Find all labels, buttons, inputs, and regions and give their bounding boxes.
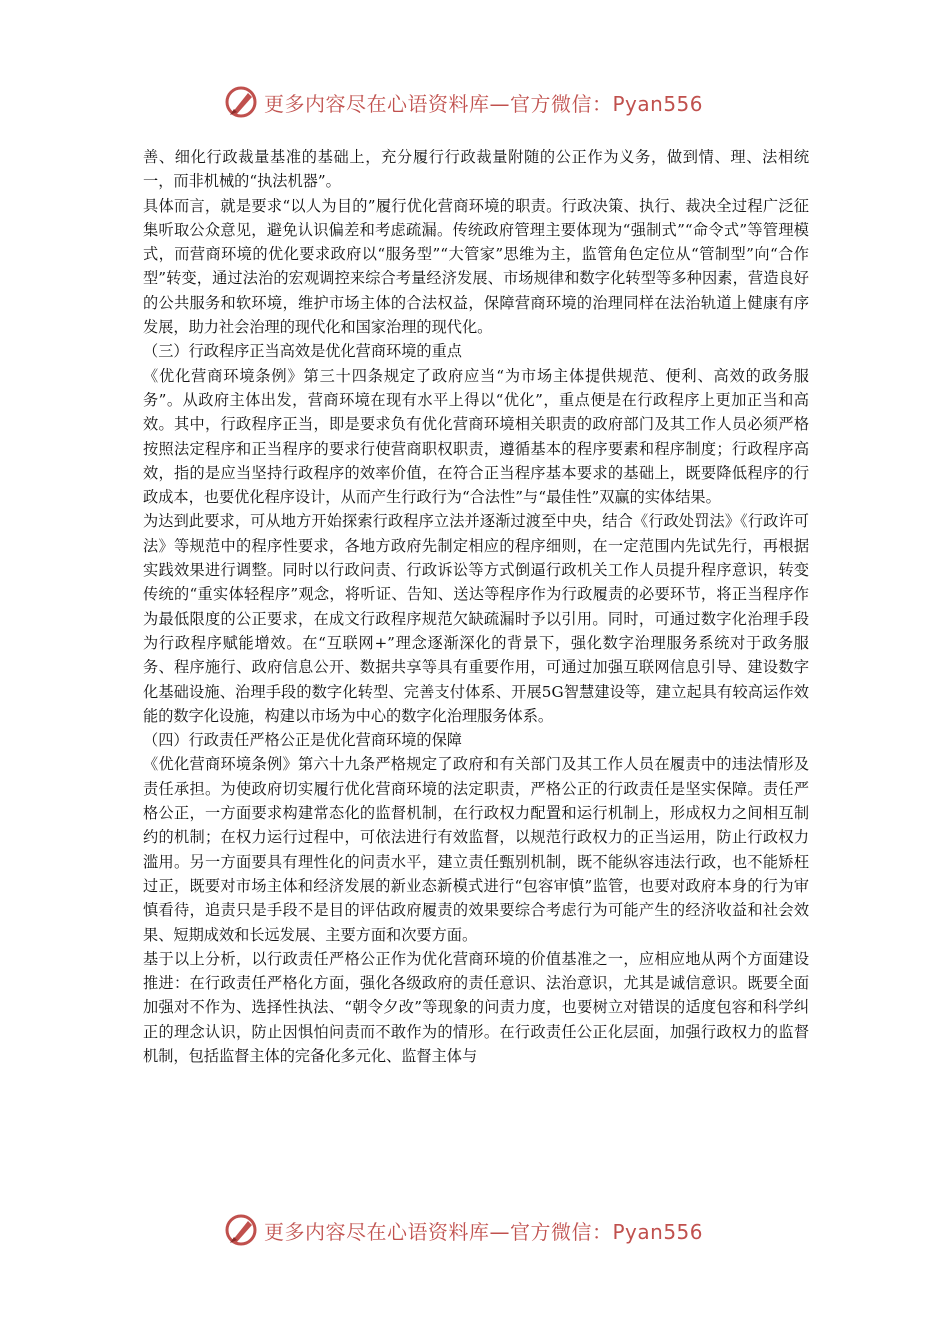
paragraph: 为达到此要求，可从地方开始探索行政程序立法并逐渐过渡至中央，结合《行政处罚法》《行政许可法》等规范中的程序性要求，各地方政府先制定相应的程序细则，在一定范围内先试先行，再根据实践效果进行调整。同时以行政问责、行政诉讼等方式倒逼行政机关工作人员提升程序意识，转变传统的“重实体轻程序”观念，将听证、告知、送达等程序作为行政履责的必要环节，将正当程序作为最低限度的公正要求，在成文行政程序规范欠缺疏漏时予以引用。同时，可通过数字化治理手段为行政程序赋能增效。在“互联网+”理念逐渐深化的背景下，强化数字治理服务系统对于政务服务、程序施行、政府信息公开、数据共享等具有重要作用，可通过加强互联网信息引导、建设数字化基础设施、治理手段的数字化转型、完善支付体系、开展5G智慧建设等，建立起具有较高运作效能的数字化设施，构建以市场为中心的数字化治理服务体系。	[143, 512, 809, 725]
paragraph: 《优化营商环境条例》第六十九条严格规定了政府和有关部门及其工作人员在履责中的违法情形及责任承担。为使政府切实履行优化营商环境的法定职责，严格公正的行政责任是坚实保障。责任严格公正，一方面要求构建常态化的监督机制，在行政权力配置和运行机制上，形成权力之间相互制约的机制；在权力运行过程中，可依法进行有效监督，以规范行政权力的正当运用，防止行政权力滥用。另一方面要具有理性化的问责水平，建立责任甄别机制，既不能纵容违法行政，也不能矫枉过正，既要对市场主体和经济发展的新业态新模式进行“包容审慎”监管，也要对政府本身的行为审慎看待，追责只是手段不是目的评估政府履责的效果要综合考虑行为可能产生的经济收益和社会效果、短期成效和长远发展、主要方面和次要方面。	[143, 755, 809, 944]
header-banner	[224, 82, 744, 122]
paragraph: 基于以上分析，以行政责任严格公正作为优化营商环境的价值基准之一，应相应地从两个方面建设推进：在行政责任严格化方面，强化各级政府的责任意识、法治意识，尤其是诚信意识。既要全面加强对不作为、选择性执法、“朝令夕改”等现象的问责力度，也要树立对错误的适度包容和科学纠正的理念认识，防止因惧怕问责而不敢作为的情形。在行政责任公正化层面，加强行政权力的监督机制，包括监督主体的完备化多元化、监督主体与	[143, 949, 809, 1065]
header-banner-text: 更多内容尽在心语资料库—官方微信：Pyan556	[264, 91, 704, 116]
section-heading: （三）行政程序正当高效是优化营商环境的重点	[143, 342, 462, 361]
footer-banner-text: 更多内容尽在心语资料库—官方微信：Pyan556	[264, 1219, 704, 1244]
document-body	[143, 145, 809, 1068]
paragraph: 具体而言，就是要求“以人为目的”履行优化营商环境的职责。行政决策、执行、裁决全过程广泛征集听取公众意见，避免认识偏差和考虑疏漏。传统政府管理主要体现为“强制式”“命令式”等管理模式，而营商环境的优化要求政府以“服务型”“大管家”思维为主，监管角色定位从“管制型”向“合作型”转变，通过法治的宏观调控来综合考量经济发展、市场规律和数字化转型等多种因素，营造良好的公共服务和软环境，维护市场主体的合法权益，保障营商环境的治理同样在法治轨道上健康有序发展，助力社会治理的现代化和国家治理的现代化。	[143, 196, 809, 337]
pen-nib-logo-icon	[224, 1213, 258, 1247]
paragraph: 善、细化行政裁量基准的基础上，充分履行行政裁量附随的公正作为义务，做到情、理、法相统一，而非机械的“执法机器”。	[143, 148, 809, 191]
footer-banner	[224, 1210, 744, 1250]
paragraph: 《优化营商环境条例》第三十四条规定了政府应当“为市场主体提供规范、便利、高效的政务服务”。从政府主体出发，营商环境在现有水平上得以“优化”，重点便是在行政程序上更加正当和高效。其中，行政程序正当，即是要求负有优化营商环境相关职责的政府部门及其工作人员必须严格按照法定程序和正当程序的要求行使营商职权职责，遵循基本的程序要素和程序制度；行政程序高效，指的是应当坚持行政程序的效率价值，在符合正当程序基本要求的基础上，既要降低程序的行政成本，也要优化程序设计，从而产生行政行为“合法性”与“最佳性”双赢的实体结果。	[143, 366, 809, 507]
pen-nib-logo-icon	[224, 85, 258, 119]
section-heading: （四）行政责任严格公正是优化营商环境的保障	[143, 731, 462, 750]
